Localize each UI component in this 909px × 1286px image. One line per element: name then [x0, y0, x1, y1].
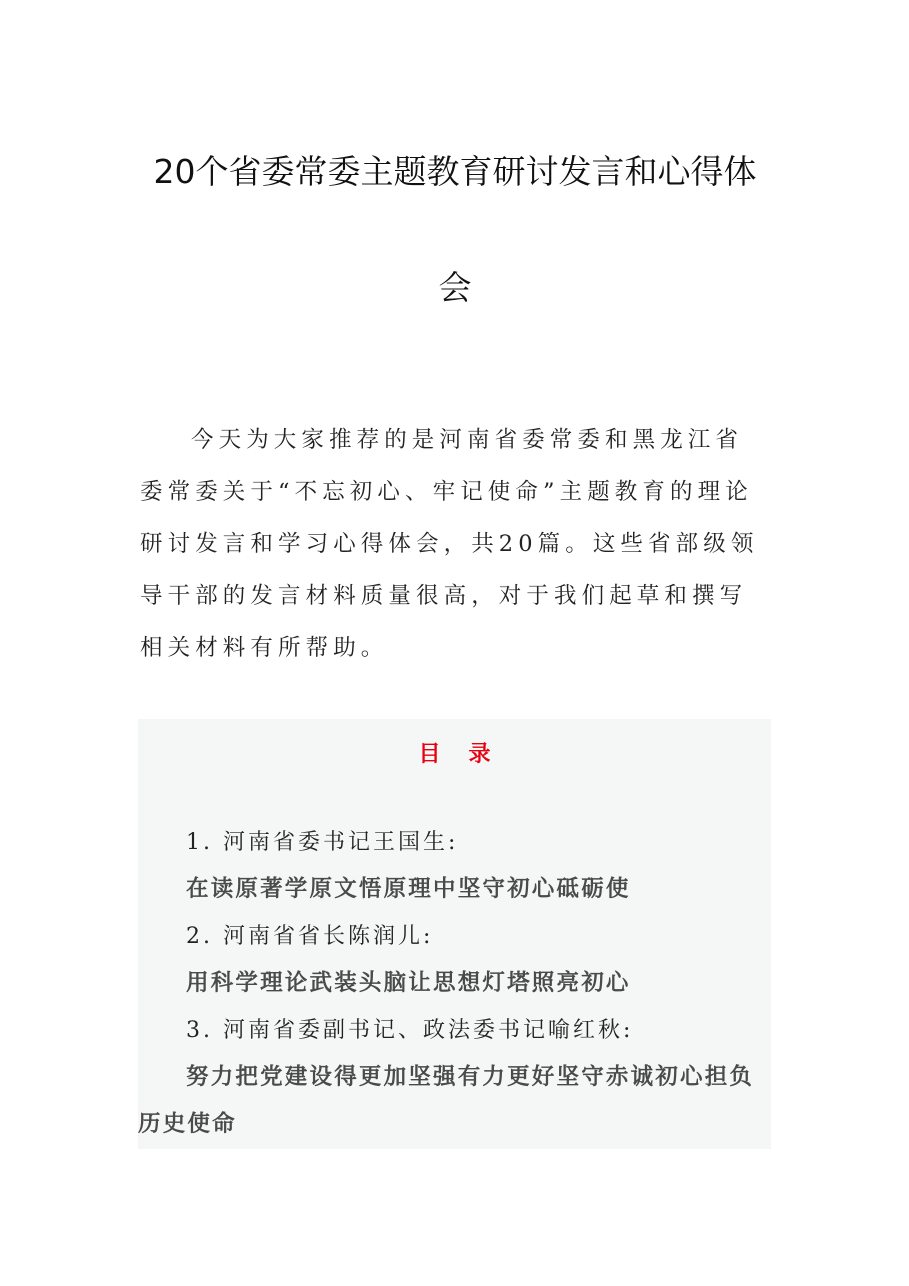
- table-of-contents: [138, 719, 771, 1149]
- toc-item-topic: 用科学理论武装头脑让思想灯塔照亮初心: [186, 970, 631, 996]
- toc-item-speaker: 2. 河南省省长陈润儿:: [186, 924, 434, 949]
- toc-item-speaker: 1. 河南省委书记王国生:: [186, 830, 459, 855]
- toc-item-speaker: 3. 河南省委副书记、政法委书记喻红秋:: [186, 1018, 634, 1043]
- toc-item-topic: 在读原著学原文悟原理中坚守初心砥砺使: [186, 876, 631, 902]
- intro-paragraph: 今天为大家推荐的是河南省委常委和黑龙江省委常委关于“不忘初心、牢记使命”主题教育的理论研讨发言和学习心得体会，共20篇。这些省部级领导干部的发言材料质量很高，对于我们起草和撰写相关材料有所帮助。: [140, 427, 759, 661]
- document-title-line-2: 会: [438, 268, 472, 307]
- toc-heading: 目录: [418, 741, 519, 767]
- toc-list: [138, 819, 771, 1148]
- toc-item-topic: 努力把党建设得更加坚强有力更好坚守赤诚初心担负历史使命: [138, 1064, 755, 1137]
- document-title: [140, 142, 770, 318]
- toc-item[interactable]: [138, 1007, 771, 1148]
- document-title-line-1: 20个省委常委主题教育研讨发言和心得体: [153, 152, 757, 191]
- toc-item[interactable]: [138, 819, 771, 913]
- toc-item[interactable]: [138, 913, 771, 1007]
